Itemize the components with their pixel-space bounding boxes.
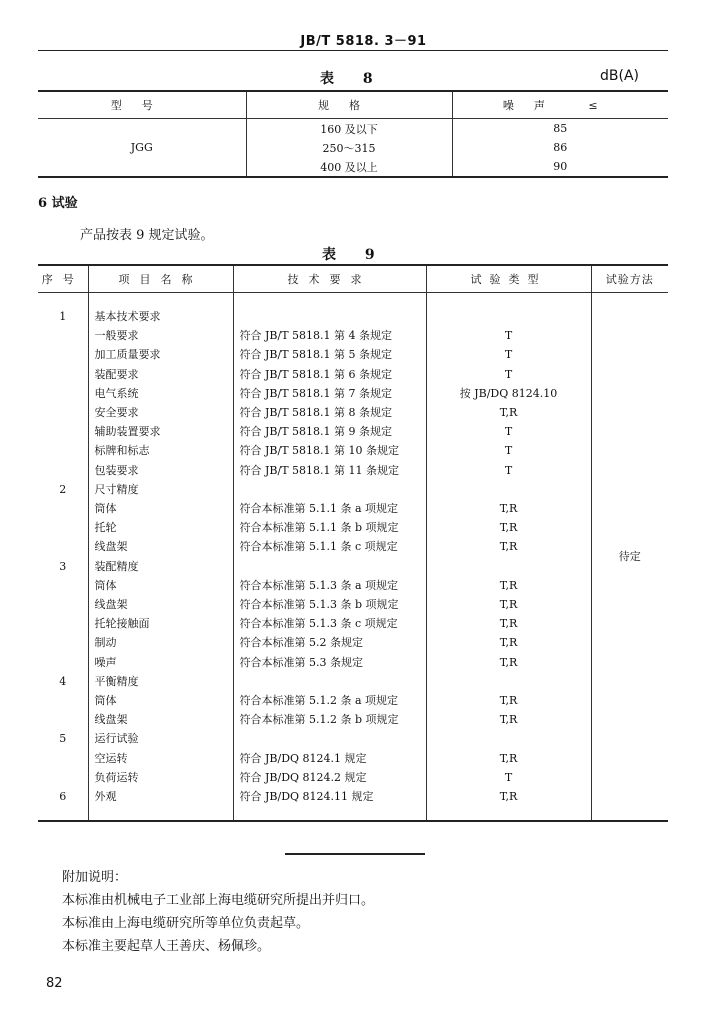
- table9-item: 装配要求: [88, 365, 233, 384]
- table9-header-num: 序号: [38, 265, 88, 293]
- table-row: [38, 691, 668, 710]
- table9-type: T,R: [426, 614, 591, 633]
- table9-header-item: 项目名称: [88, 265, 233, 293]
- document-header: JB/T 5818. 3－91: [300, 34, 427, 49]
- table8-unit: dB(A): [600, 68, 639, 84]
- table9-req: 符合 JB/T 5818.1 第 6 条规定: [233, 365, 426, 384]
- table9-req: 符合本标准第 5.1.3 条 b 项规定: [233, 595, 426, 614]
- table9-item: 标牌和标志: [88, 441, 233, 460]
- table-row: [38, 537, 668, 556]
- table9-item: 平衡精度: [88, 672, 233, 691]
- table9-type: T: [426, 441, 591, 460]
- table9-item: 外观: [88, 787, 233, 806]
- table9-req: [233, 729, 426, 748]
- table9-header-type: 试验类型: [426, 265, 591, 293]
- table9-item: 筒体: [88, 576, 233, 595]
- section-intro: 产品按表 9 规定试验。: [80, 228, 214, 243]
- table9-num: 3: [38, 557, 88, 576]
- table-row: [38, 422, 668, 441]
- table-row: [38, 326, 668, 345]
- table9-item: 线盘架: [88, 595, 233, 614]
- table9-num: [38, 768, 88, 787]
- table-row: [38, 499, 668, 518]
- table9-req: 符合 JB/DQ 8124.2 规定: [233, 768, 426, 787]
- table9-req: 符合本标准第 5.1.1 条 a 项规定: [233, 499, 426, 518]
- table9-type: T,R: [426, 633, 591, 652]
- table8-title: 表 8: [320, 71, 385, 87]
- table9-req: 符合本标准第 5.1.3 条 a 项规定: [233, 576, 426, 595]
- table9-item: 制动: [88, 633, 233, 652]
- table9-type: T: [426, 345, 591, 364]
- table9-num: [38, 326, 88, 345]
- table8-noise: 86: [452, 138, 668, 157]
- table9-type: T,R: [426, 499, 591, 518]
- table9-type: [426, 729, 591, 748]
- table9-item: 装配精度: [88, 557, 233, 576]
- table9-item: 包装要求: [88, 461, 233, 480]
- table8-header-noise: 噪声 ≤: [452, 91, 668, 119]
- table9-req: [233, 307, 426, 326]
- table-row: [38, 345, 668, 364]
- table9-type: 按 JB/DQ 8124.10: [426, 384, 591, 403]
- table9-type: T,R: [426, 595, 591, 614]
- table9-header-req: 技术要求: [233, 265, 426, 293]
- table8-noise: 90: [452, 157, 668, 177]
- table-row: [38, 768, 668, 787]
- table9-item: 线盘架: [88, 537, 233, 556]
- table-row: [38, 518, 668, 537]
- table9-req: 符合 JB/DQ 8124.1 规定: [233, 749, 426, 768]
- table9-num: [38, 499, 88, 518]
- table9-item: 尺寸精度: [88, 480, 233, 499]
- note-line: 本标准由上海电缆研究所等单位负责起草。: [62, 916, 310, 931]
- table9-req: 符合 JB/T 5818.1 第 11 条规定: [233, 461, 426, 480]
- table-row: [38, 749, 668, 768]
- noise-table: [38, 90, 668, 178]
- table9-type: T,R: [426, 749, 591, 768]
- table9-item: 负荷运转: [88, 768, 233, 787]
- table9-req: 符合本标准第 5.1.3 条 c 项规定: [233, 614, 426, 633]
- table9-item: 电气系统: [88, 384, 233, 403]
- table-row: [38, 633, 668, 652]
- table9-req: [233, 557, 426, 576]
- table9-num: [38, 633, 88, 652]
- table9-num: [38, 595, 88, 614]
- table9-header-method: 试验方法: [591, 265, 668, 293]
- note-line: 本标准由机械电子工业部上海电缆研究所提出并归口。: [62, 893, 375, 908]
- table8-noise: 85: [452, 119, 668, 139]
- table9-type: [426, 480, 591, 499]
- table9-req: 符合 JB/T 5818.1 第 4 条规定: [233, 326, 426, 345]
- table-row: [38, 614, 668, 633]
- table9-title: 表 9: [322, 247, 387, 263]
- notes-heading: 附加说明：: [62, 870, 128, 885]
- table9-item: 加工质量要求: [88, 345, 233, 364]
- table9-item: 线盘架: [88, 710, 233, 729]
- table-row: [38, 384, 668, 403]
- table9-num: 5: [38, 729, 88, 748]
- table9-item: 辅助装置要求: [88, 422, 233, 441]
- table9-item: 安全要求: [88, 403, 233, 422]
- table9-num: [38, 384, 88, 403]
- table9-type: T: [426, 422, 591, 441]
- table9-req: 符合 JB/T 5818.1 第 10 条规定: [233, 441, 426, 460]
- table9-num: 6: [38, 787, 88, 806]
- table9-num: [38, 614, 88, 633]
- table9-num: [38, 403, 88, 422]
- header-rule: [38, 50, 668, 51]
- table8-spec: 400 及以上: [246, 157, 452, 177]
- table9-req: [233, 480, 426, 499]
- table-row: [38, 787, 668, 806]
- table9-type: T,R: [426, 403, 591, 422]
- table-row: [38, 480, 668, 499]
- table9-type: T: [426, 768, 591, 787]
- table9-item: 运行试验: [88, 729, 233, 748]
- table-row: [38, 653, 668, 672]
- table9-req: 符合 JB/T 5818.1 第 9 条规定: [233, 422, 426, 441]
- table9-type: T,R: [426, 787, 591, 806]
- table-row: [38, 403, 668, 422]
- table-row: [38, 710, 668, 729]
- table9-type: T: [426, 461, 591, 480]
- table9-req: 符合本标准第 5.1.2 条 a 项规定: [233, 691, 426, 710]
- table9-req: 符合 JB/T 5818.1 第 7 条规定: [233, 384, 426, 403]
- table9-req: 符合 JB/T 5818.1 第 5 条规定: [233, 345, 426, 364]
- table9-req: 符合本标准第 5.3 条规定: [233, 653, 426, 672]
- table-row: [38, 672, 668, 691]
- section-heading: 6 试验: [38, 196, 78, 211]
- table9-type: [426, 557, 591, 576]
- table9-req: 符合 JB/DQ 8124.11 规定: [233, 787, 426, 806]
- table9-num: [38, 749, 88, 768]
- table9-type: T,R: [426, 691, 591, 710]
- note-line: 本标准主要起草人王善庆、杨佩珍。: [62, 939, 271, 954]
- table9-type: T,R: [426, 518, 591, 537]
- table9-num: 1: [38, 307, 88, 326]
- table9-num: 2: [38, 480, 88, 499]
- table9-type: T,R: [426, 576, 591, 595]
- table9-item: 噪声: [88, 653, 233, 672]
- table-row: [38, 307, 668, 326]
- table9-method: 待定: [591, 293, 668, 822]
- table9-item: 托轮: [88, 518, 233, 537]
- table9-num: [38, 441, 88, 460]
- table9-num: [38, 422, 88, 441]
- divider: [285, 853, 425, 855]
- table8-model: JGG: [38, 119, 246, 178]
- table9-type: T,R: [426, 710, 591, 729]
- table9-num: 4: [38, 672, 88, 691]
- table9-item: 筒体: [88, 691, 233, 710]
- table9-num: [38, 653, 88, 672]
- table9-num: [38, 576, 88, 595]
- table9-type: T,R: [426, 537, 591, 556]
- table9-req: [233, 672, 426, 691]
- table-row: [38, 461, 668, 480]
- table9-item: 托轮接触面: [88, 614, 233, 633]
- table9-req: 符合本标准第 5.1.2 条 b 项规定: [233, 710, 426, 729]
- table-row: [38, 729, 668, 748]
- table9-num: [38, 537, 88, 556]
- table8-header-model: 型号: [38, 91, 246, 119]
- table-row: [38, 576, 668, 595]
- table8-spec: 160 及以下: [246, 119, 452, 139]
- table-row: [38, 365, 668, 384]
- table8-spec: 250～315: [246, 138, 452, 157]
- table9-req: 符合本标准第 5.1.1 条 c 项规定: [233, 537, 426, 556]
- table9-item: 一般要求: [88, 326, 233, 345]
- table9-num: [38, 345, 88, 364]
- test-table: [38, 264, 668, 822]
- table9-item: 基本技术要求: [88, 307, 233, 326]
- table-row: [38, 441, 668, 460]
- table9-num: [38, 518, 88, 537]
- page-number: 82: [46, 976, 63, 991]
- table9-type: [426, 672, 591, 691]
- table9-type: T: [426, 365, 591, 384]
- table9-req: 符合本标准第 5.1.1 条 b 项规定: [233, 518, 426, 537]
- table9-type: T,R: [426, 653, 591, 672]
- table9-type: [426, 307, 591, 326]
- table9-num: [38, 691, 88, 710]
- table-row: [38, 557, 668, 576]
- table-row: [38, 595, 668, 614]
- table9-num: [38, 461, 88, 480]
- table9-num: [38, 365, 88, 384]
- table9-item: 筒体: [88, 499, 233, 518]
- table9-item: 空运转: [88, 749, 233, 768]
- table8-header-spec: 规格: [246, 91, 452, 119]
- table9-req: 符合 JB/T 5818.1 第 8 条规定: [233, 403, 426, 422]
- table9-type: T: [426, 326, 591, 345]
- table9-num: [38, 710, 88, 729]
- table9-req: 符合本标准第 5.2 条规定: [233, 633, 426, 652]
